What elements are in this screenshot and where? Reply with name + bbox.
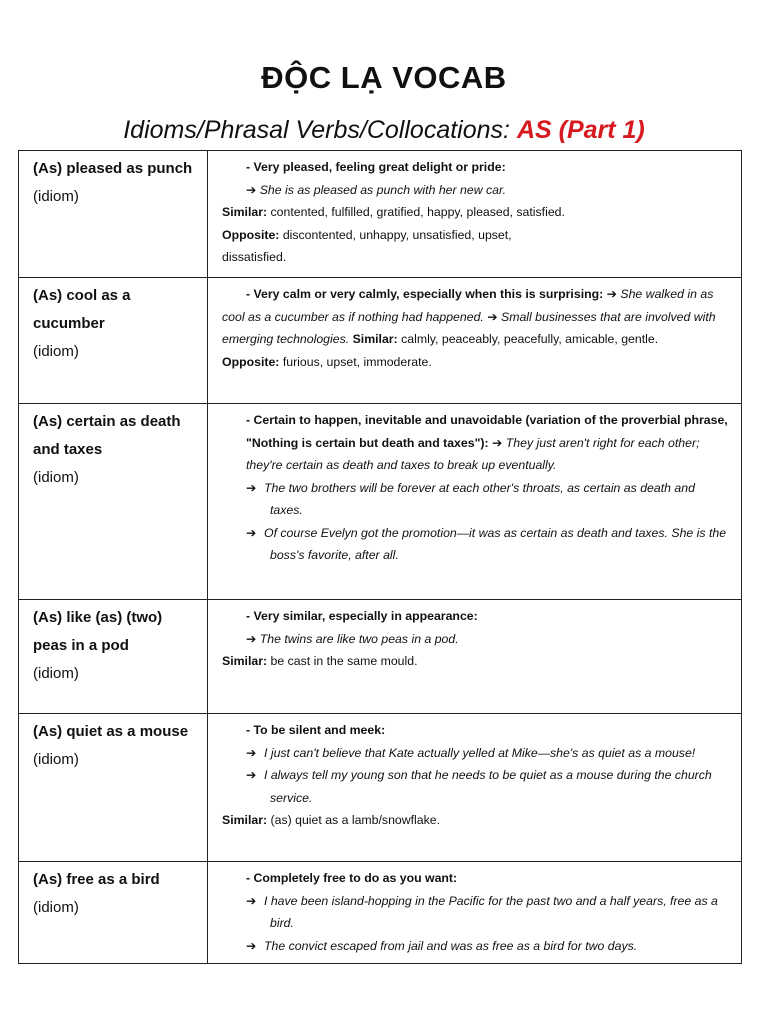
term-type: (idiom) — [33, 188, 79, 205]
table-row — [19, 862, 742, 964]
example-text: Of course Evelyn got the promotion—it was as certain as death and taxes. She is the boss's favorite, after all. — [264, 525, 727, 562]
definition-text: - Very calm or very calmly, especially when this is surprising: — [246, 287, 604, 301]
example-text: I have been island-hopping in the Pacific for the past two and a half years, free as a bird. — [264, 893, 718, 930]
arrow-icon: ➔ — [487, 309, 498, 324]
term — [19, 278, 207, 366]
similar-label: Similar: — [222, 205, 268, 219]
arrow-icon: ➔ — [246, 938, 257, 953]
term-type: (idiom) — [33, 665, 79, 682]
table-row — [19, 151, 742, 278]
term-type: (idiom) — [33, 751, 79, 768]
definition-paragraph — [222, 283, 731, 351]
vocab-table — [18, 150, 742, 964]
term-type: (idiom) — [33, 899, 79, 916]
subtitle-accent: AS (Part 1) — [516, 116, 645, 144]
term-cell — [19, 278, 208, 404]
example-sentence — [222, 477, 731, 522]
similar-label: Similar: — [352, 332, 398, 346]
opposite-line — [222, 224, 731, 269]
definition-text: - Completely free to do as you want: — [246, 871, 458, 885]
example-sentence — [222, 890, 731, 935]
term-cell — [19, 862, 208, 964]
similar-text: calmly, peaceably, peacefully, amicable, gentle. — [401, 332, 659, 346]
term-name: (As) cool as a cucumber — [33, 287, 131, 332]
definition-text: - Certain to happen, inevitable and unavoidable (variation of the proverbial phrase, "Nothing is certain but death and taxes"): — [246, 413, 728, 450]
opposite-text: discontented, unhappy, unsatisfied, upset, dissatisfied. — [222, 227, 512, 264]
example-text: She walked in as cool as a cucumber as if nothing had happened. — [222, 287, 714, 324]
similar-label: Similar: — [222, 813, 268, 827]
example-text: The convict escaped from jail and was as free as a bird for two days. — [264, 938, 638, 953]
example-sentence — [222, 628, 731, 651]
similar-label: Similar: — [222, 654, 268, 668]
example-text: The twins are like two peas in a pod. — [259, 631, 459, 646]
opposite-label: Opposite: — [222, 354, 280, 369]
page-subtitle — [0, 116, 768, 145]
example-sentence — [222, 764, 731, 809]
arrow-icon: ➔ — [606, 287, 617, 301]
term — [19, 862, 207, 922]
similar-text: be cast in the same mould. — [270, 654, 418, 668]
arrow-icon: ➔ — [246, 525, 257, 540]
arrow-icon: ➔ — [246, 768, 257, 782]
definition-cell — [208, 600, 742, 714]
example-text: She is as pleased as punch with her new car. — [259, 182, 507, 197]
example-text: They just aren't right for each other; they're certain as death and taxes to break up eventually. — [246, 435, 700, 472]
definition-paragraph — [222, 409, 731, 477]
term-name: (As) quiet as a mouse — [33, 723, 189, 740]
similar-line — [222, 809, 731, 832]
term-cell — [19, 404, 208, 600]
term — [19, 714, 207, 774]
table-row — [19, 404, 742, 600]
subtitle-main: Idioms/Phrasal Verbs/Collocations: — [123, 116, 510, 144]
term-cell — [19, 151, 208, 278]
definition-text: - Very pleased, feeling great delight or pride: — [246, 160, 506, 174]
similar-text: (as) quiet as a lamb/snowflake. — [270, 813, 441, 827]
table-row — [19, 714, 742, 862]
page-title: ĐỘC LẠ VOCAB — [261, 60, 507, 95]
table-row — [19, 278, 742, 404]
term-type: (idiom) — [33, 343, 79, 360]
arrow-icon: ➔ — [246, 182, 257, 197]
term-name: (As) certain as death and taxes — [33, 413, 181, 458]
definition-cell — [208, 714, 742, 862]
definition-text: - To be silent and meek: — [246, 723, 386, 737]
example-sentence — [222, 179, 731, 202]
term-name: (As) pleased as punch — [33, 160, 193, 177]
arrow-icon: ➔ — [246, 631, 257, 646]
arrow-icon: ➔ — [246, 893, 257, 908]
term — [19, 600, 207, 688]
opposite-line — [222, 351, 731, 374]
example-text: I always tell my young son that he needs to be quiet as a mouse during the church service. — [264, 768, 712, 805]
example-text: The two brothers will be forever at each other's throats, as certain as death and taxes. — [264, 480, 695, 517]
similar-text: contented, fulfilled, gratified, happy, pleased, satisfied. — [270, 205, 565, 219]
example-sentence — [222, 522, 731, 567]
definition-text: - Very similar, especially in appearance: — [246, 609, 478, 623]
similar-line — [222, 650, 731, 673]
opposite-label: Opposite: — [222, 227, 280, 242]
definition-cell — [208, 404, 742, 600]
term — [19, 151, 207, 211]
table-row — [19, 600, 742, 714]
term-cell — [19, 600, 208, 714]
arrow-icon: ➔ — [492, 435, 503, 450]
definition-cell — [208, 862, 742, 964]
term-type: (idiom) — [33, 469, 79, 486]
example-sentence — [222, 935, 731, 958]
similar-line — [222, 201, 731, 224]
arrow-icon: ➔ — [246, 745, 257, 760]
example-sentence — [222, 742, 731, 765]
term-cell — [19, 714, 208, 862]
opposite-text: furious, upset, immoderate. — [282, 354, 432, 369]
term — [19, 404, 207, 492]
term-name: (As) like (as) (two) peas in a pod — [33, 609, 163, 654]
definition-cell — [208, 151, 742, 278]
example-text: Small businesses that are involved with emerging technologies. — [222, 309, 716, 346]
example-text: I just can't believe that Kate actually yelled at Mike—she's as quiet as a mouse! — [264, 745, 696, 760]
definition-cell — [208, 278, 742, 404]
arrow-icon: ➔ — [246, 480, 257, 495]
term-name: (As) free as a bird — [33, 871, 160, 888]
